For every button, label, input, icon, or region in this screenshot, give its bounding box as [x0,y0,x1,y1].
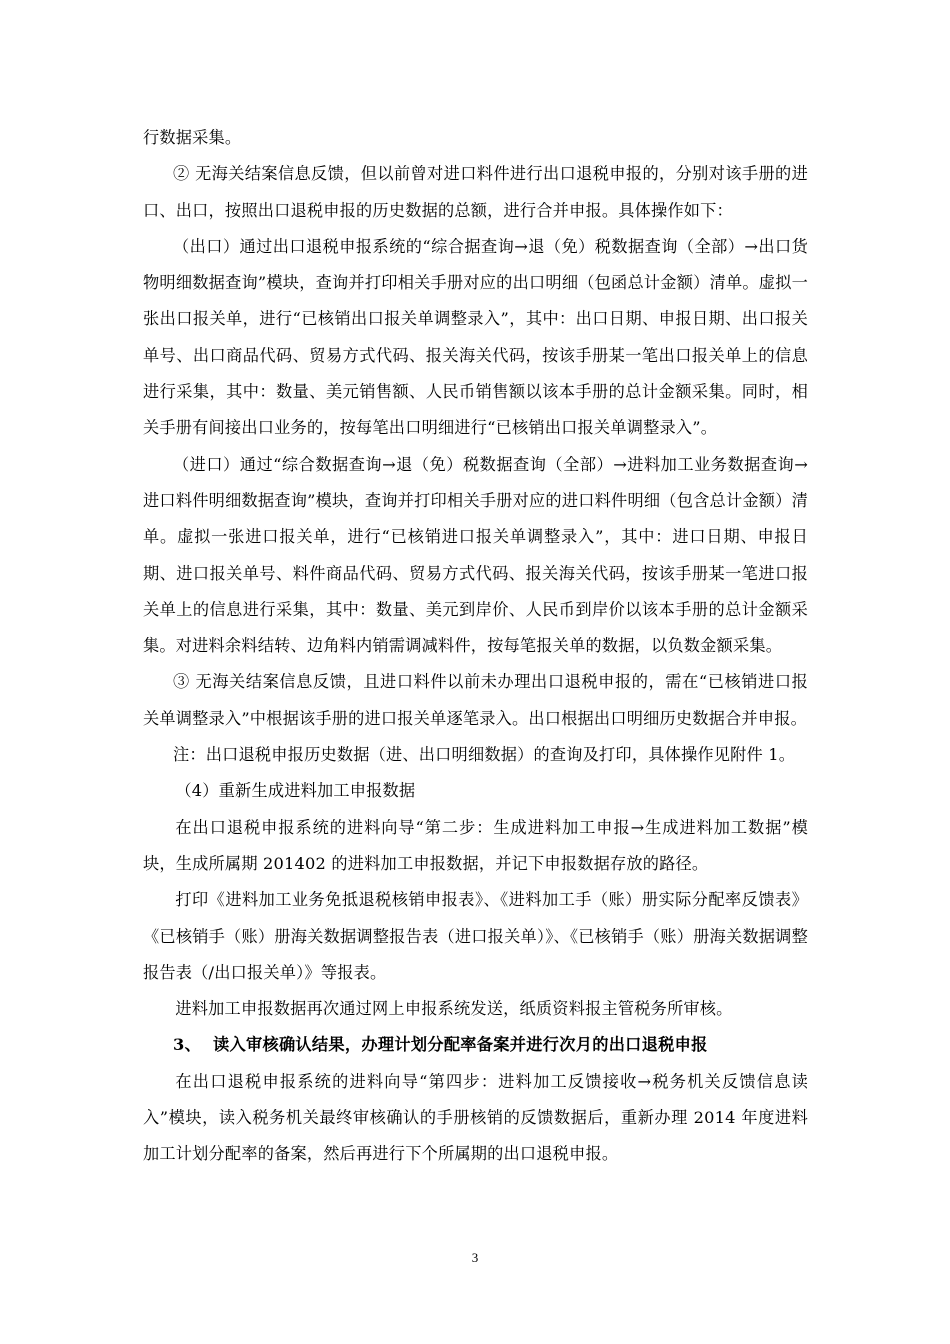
paragraph-export: （出口）通过出口退税申报系统的“综合据查询→退（免）税数据查询（全部）→出口货物明细数据查询”模块，查询并打印相关手册对应的出口明细（包函总计金额）清单。虚拟一张出口报关单，进行“已核销出口报关单调整录入”，其中：出口日期、申报日期、出口报关单号、出口商品代码、贸易方式代码、报关海关代码，按该手册某一笔出口报关单上的信息进行采集，其中：数量、美元销售额、人民币销售额以该本手册的总计金额采集。同时，相关手册有间接出口业务的，按每笔出口明细进行“已核销出口报关单调整录入”。 [143,236,808,438]
paragraph-import: （进口）通过“综合数据查询→退（免）税数据查询（全部）→进料加工业务数据查询→进口料件明细数据查询”模块，查询并打印相关手册对应的进口料件明细（包含总计金额）清单。虚拟一张进口报关单，进行“已核销进口报关单调整录入”，其中：进口日期、申报日期、进口报关单号、料件商品代码、贸易方式代码、报关海关代码，按该手册某一笔进口报关单上的信息进行采集，其中：数量、美元到岸价、人民币到岸价以该本手册的总计金额采集。对进料余料结转、边角料内销需调减料件，按每笔报关单的数据，以负数金额采集。 [143,454,808,656]
paragraph-case-3: ③ 无海关结案信息反馈，且进口料件以前未办理出口退税申报的，需在“已核销进口报关单调整录入”中根据该手册的进口报关单逐笔录入。出口根据出口明细历史数据合并申报。 [143,672,808,728]
paragraph-final: 在出口退税申报系统的进料向导“第四步：进料加工反馈接收→税务机关反馈信息读入”模块，读入税务机关最终审核确认的手册核销的反馈数据后，重新办理 2014 年度进料加工计划分配率的备案，然后再进行下个所属期的出口退税申报。 [143,1071,808,1164]
paragraph-submit: 进料加工申报数据再次通过网上申报系统发送，纸质资料报主管税务所审核。 [175,999,733,1019]
section-number: 3、 [173,1035,202,1055]
paragraph-print: 打印《进料加工业务免抵退税核销申报表》、《进料加工手（账）册实际分配率反馈表》《已核销手（账）册海关数据调整报告表（进口报关单）》、《已核销手（账）册海关数据调整报告表（/出口报关单）》等报表。 [143,890,808,982]
section-heading-3 [143,1027,808,1063]
paragraph-note: 注：出口退税申报历史数据（进、出口明细数据）的查询及打印，具体操作见附件 1。 [172,745,796,765]
paragraph-continuation: 行数据采集。 [143,128,242,147]
page-number: 3 [471,1250,479,1265]
paragraph-case-2: ② 无海关结案信息反馈，但以前曾对进口料件进行出口退税申报的，分别对该手册的进口、出口，按照出口退税申报的历史数据的总额，进行合并申报。具体操作如下： [143,164,808,220]
paragraph-generate: 在出口退税申报系统的进料向导“第二步：生成进料加工申报→生成进料加工数据”模块，生成所属期 201402 的进料加工申报数据，并记下申报数据存放的路径。 [143,817,808,873]
document-body [143,120,808,1173]
section-title: 读入审核确认结果，办理计划分配率备案并进行次月的出口退税申报 [213,1035,708,1055]
subheading-regenerate: （4）重新生成进料加工申报数据 [175,781,416,801]
